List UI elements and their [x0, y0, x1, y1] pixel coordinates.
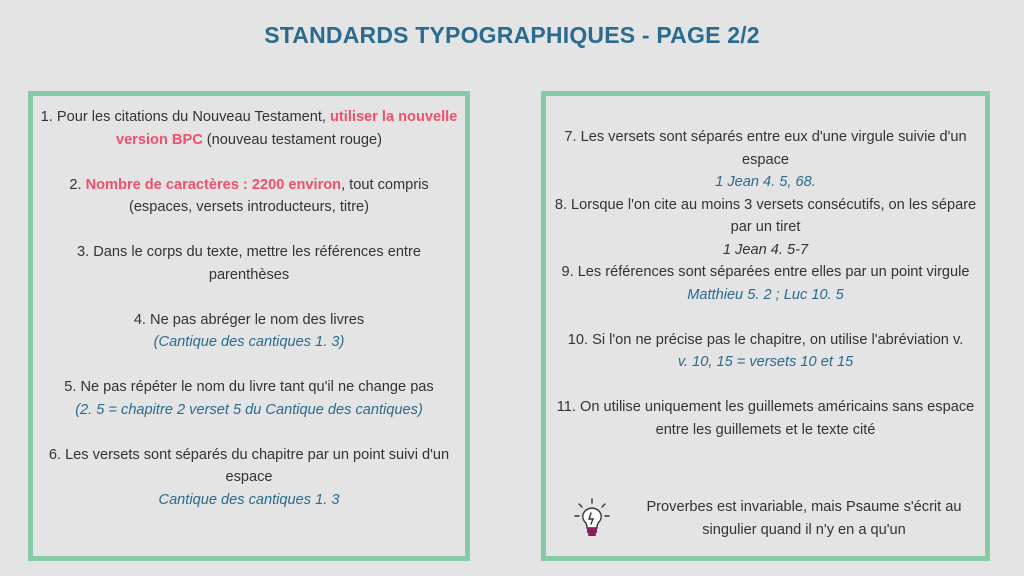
rule-6: 6. Les versets sont séparés du chapitre par un point suivi d'un espace [48, 446, 450, 485]
rule-6-example: Cantique des cantiques 1. 3 [158, 491, 340, 508]
rule-10: 10. Si l'on ne précise pas le chapitre, on utilise l'abréviation v. [567, 331, 964, 348]
rule-5-example: (2. 5 = chapitre 2 verset 5 du Cantique des cantiques) [75, 401, 423, 418]
rule-5: 5. Ne pas répéter le nom du livre tant qu'il ne change pas [64, 379, 434, 395]
rule-11: 11. On utilise uniquement les guillemets américains sans espace entre les guillemets et le texte cité [556, 399, 975, 438]
rule-1-highlight: utiliser la nouvelle version BPC [115, 109, 458, 148]
tip-note [574, 496, 989, 546]
rule-7-example: 1 Jean 4. 5, 68. [715, 174, 816, 190]
rule-9-example: Matthieu 5. 2 ; Luc 10. 5 [687, 286, 844, 303]
rule-2-highlight: Nombre de caractères : 2200 environ [85, 176, 342, 193]
tip-text: Proverbes est invariable, mais Psaume s'écrit au singulier quand il n'y en a qu'un [646, 499, 962, 538]
page-title: STANDARDS TYPOGRAPHIQUES - PAGE 2/2 [264, 22, 760, 48]
rule-7: 7. Les versets sont séparés entre eux d'une virgule suivie d'un espace [564, 129, 967, 168]
rule-4-example: (Cantique des cantiques 1. 3) [153, 334, 345, 350]
right-rules-panel [541, 91, 990, 561]
rule-9: 9. Les références sont séparées entre elles par un point virgule [561, 264, 970, 280]
rule-8-example: 1 Jean 4. 5-7 [722, 241, 809, 258]
rule-3: 3. Dans le corps du texte, mettre les références entre parenthèses [77, 244, 421, 283]
rule-2: 2. Nombre de caractères : 2200 environ, tout compris (espaces, versets introducteurs, titre) [69, 176, 429, 215]
lightbulb-icon [574, 498, 610, 540]
left-rules-panel [28, 91, 470, 561]
rule-8: 8. Lorsque l'on cite au moins 3 versets consécutifs, on les sépare par un tiret [554, 196, 977, 235]
rule-4: 4. Ne pas abréger le nom des livres [133, 311, 365, 328]
rule-10-example: v. 10, 15 = versets 10 et 15 [677, 354, 854, 370]
rule-1: 1. Pour les citations du Nouveau Testament, utiliser la nouvelle version BPC (nouveau testament rouge) [40, 109, 458, 148]
